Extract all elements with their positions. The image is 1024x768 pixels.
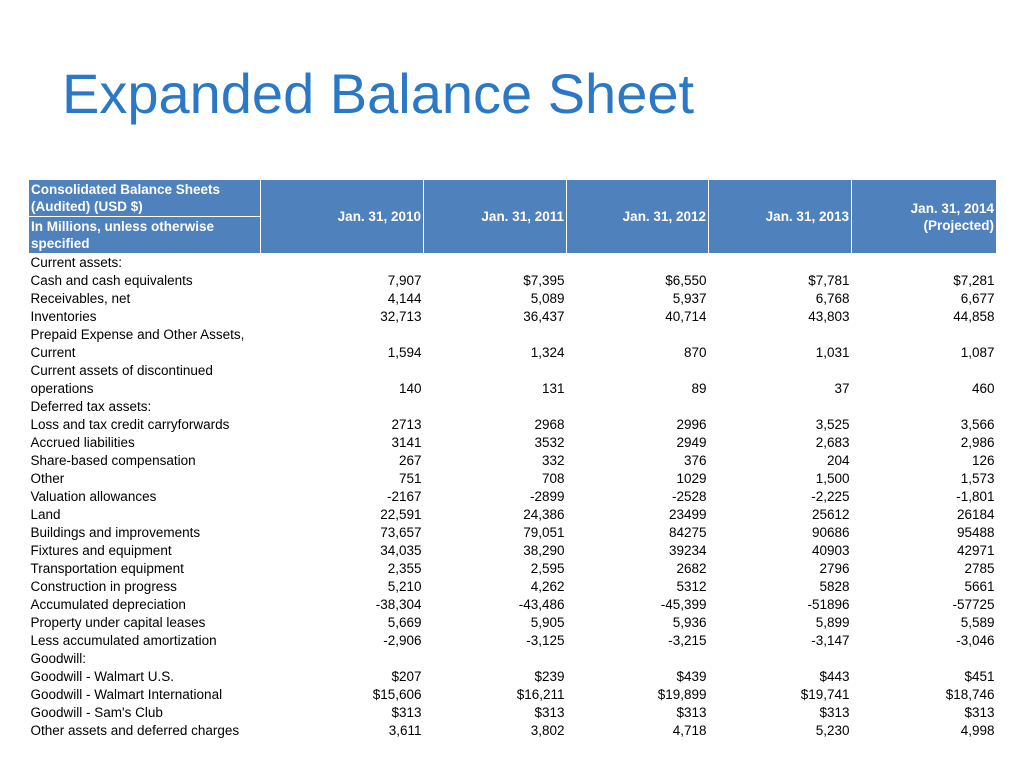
table-row [29,254,997,273]
row-value: 7,907 [387,273,422,288]
row-value: 43,803 [808,309,850,324]
row-label: Current assets of discontinued operations [30,363,213,396]
row-value: 26184 [956,507,995,522]
row-label: Buildings and improvements [30,525,201,540]
row-value: $7,281 [953,273,995,288]
row-value: -3,215 [668,633,707,648]
row-label: Share-based compensation [30,453,196,468]
row-value: 5,669 [387,615,422,630]
row-label: Less accumulated amortization [30,633,217,648]
row-value: 5,937 [672,291,707,306]
row-label: Goodwill - Walmart U.S. [30,669,175,684]
table-row [29,272,997,290]
row-value: 2785 [964,561,995,576]
table-row [29,362,997,398]
row-value [852,254,997,273]
row-value: 376 [683,453,707,468]
table-row [29,290,997,308]
row-value: 5828 [819,579,850,594]
row-value [567,650,709,668]
slide-title: Expanded Balance Sheet [62,62,695,125]
row-value: -43,486 [518,597,565,612]
row-value: $313 [534,705,565,720]
row-value: -3,125 [526,633,565,648]
row-value: $443 [819,669,850,684]
row-value: $313 [819,705,850,720]
table-row [29,416,997,434]
header-col-2014: Jan. 31, 2014 (Projected) [852,180,997,254]
row-label: Deferred tax assets: [30,399,152,414]
table-row [29,326,997,362]
row-label: Goodwill - Walmart International [30,687,223,702]
row-value: 4,262 [530,579,565,594]
row-value [261,254,424,273]
row-value: 870 [683,345,707,360]
row-value [567,398,709,416]
row-value: 5312 [676,579,707,594]
row-value: 2682 [676,561,707,576]
row-value: 2796 [819,561,850,576]
row-value: -2,225 [811,489,850,504]
header-col-2012: Jan. 31, 2012 [567,180,709,254]
row-value: 44,858 [953,309,995,324]
table-row [29,632,997,650]
header-col-2010: Jan. 31, 2010 [261,180,424,254]
row-value: 1029 [676,471,707,486]
row-value: $19,741 [800,687,850,702]
table-row [29,560,997,578]
row-label: Loss and tax credit carryforwards [30,417,230,432]
row-value: 42971 [956,543,995,558]
row-value [709,398,852,416]
row-value: -2167 [386,489,422,504]
row-value: $313 [964,705,995,720]
row-value: 84275 [668,525,707,540]
table-row [29,704,997,722]
row-value: 73,657 [380,525,422,540]
row-value: 36,437 [523,309,565,324]
row-value: 89 [691,381,707,396]
row-value: 2949 [676,435,707,450]
row-value: 6,768 [815,291,850,306]
row-value: 5,230 [815,723,850,738]
row-value: $19,899 [657,687,707,702]
row-value: $6,550 [665,273,707,288]
row-value: 79,051 [523,525,565,540]
table-row [29,542,997,560]
row-value: 22,591 [380,507,422,522]
row-label: Cash and cash equivalents [30,273,193,288]
table-row [29,524,997,542]
row-value: 1,087 [960,345,995,360]
table-row [29,488,997,506]
row-value: 1,031 [815,345,850,360]
row-value: 1,594 [387,345,422,360]
row-value: 1,324 [530,345,565,360]
table-body [29,254,997,741]
row-value: -38,304 [375,597,422,612]
row-label: Current assets: [30,255,123,270]
row-value: 3,802 [530,723,565,738]
row-label: Receivables, net [30,291,131,306]
row-value: 126 [971,453,995,468]
row-value [852,650,997,668]
row-value: 3,611 [388,723,422,738]
row-value: 2,683 [815,435,850,450]
row-value: 751 [398,471,422,486]
row-value: 140 [398,381,422,396]
row-value [852,398,997,416]
row-label: Other assets and deferred charges [30,723,240,738]
header-label-units: In Millions, unless otherwise specified [29,217,261,254]
row-value [261,650,424,668]
table-row [29,578,997,596]
row-value: 40903 [811,543,850,558]
table-row [29,614,997,632]
table-row [29,506,997,524]
row-value: 4,718 [672,723,707,738]
row-value: 2,595 [530,561,565,576]
row-value: 38,290 [523,543,565,558]
row-value: -3,147 [811,633,850,648]
table-row [29,308,997,326]
row-value: 332 [541,453,565,468]
row-value [261,398,424,416]
row-label: Transportation equipment [30,561,184,576]
row-label: Property under capital leases [30,615,206,630]
balance-sheet-table [28,179,997,740]
row-value: 3532 [534,435,565,450]
row-value: $15,606 [372,687,422,702]
row-value: -45,399 [660,597,707,612]
row-label: Other [30,471,65,486]
table-row [29,668,997,686]
row-value: 1,573 [960,471,995,486]
row-value: 40,714 [665,309,707,324]
table-row [29,398,997,416]
row-value: -2,906 [383,633,422,648]
table-row [29,650,997,668]
row-value: 131 [541,381,565,396]
table-row [29,596,997,614]
row-value: 34,035 [380,543,422,558]
row-value: 2,986 [960,435,995,450]
row-value: 3141 [391,435,422,450]
row-value: 3,566 [960,417,995,432]
row-value: $207 [391,669,422,684]
header-col-2013: Jan. 31, 2013 [709,180,852,254]
row-value: 6,677 [960,291,995,306]
header-label-statement: Consolidated Balance Sheets (Audited) (USD $) [29,180,261,217]
row-value: 4,998 [960,723,995,738]
row-value: 24,386 [523,507,565,522]
row-value: 5,899 [815,615,850,630]
row-value: 4,144 [387,291,422,306]
row-value: -3,046 [956,633,995,648]
row-value: 204 [826,453,850,468]
row-value: 2968 [534,417,565,432]
row-value: $313 [391,705,422,720]
row-value: 95488 [956,525,995,540]
row-value: 32,713 [380,309,422,324]
row-value: $16,211 [516,687,565,702]
row-value [709,254,852,273]
table-header [29,180,997,254]
row-label: Construction in progress [30,579,177,594]
row-value [709,650,852,668]
row-value: 460 [971,381,995,396]
row-value: 708 [541,471,565,486]
row-value: 37 [834,381,850,396]
row-value: 2,355 [387,561,422,576]
row-label: Accrued liabilities [30,435,135,450]
row-value: 5,905 [530,615,565,630]
row-value: $239 [534,669,565,684]
row-value: 2713 [391,417,422,432]
row-value: -1,801 [956,489,995,504]
row-value: 5,210 [387,579,422,594]
row-value: $7,781 [808,273,850,288]
row-value: 3,525 [815,417,850,432]
row-value [424,254,567,273]
row-value: $18,746 [945,687,995,702]
row-label: Goodwill: [30,651,87,666]
row-label: Fixtures and equipment [30,543,172,558]
row-value: -2899 [529,489,565,504]
row-value: 5,589 [960,615,995,630]
row-value: 90686 [811,525,850,540]
row-value: -57725 [952,597,995,612]
row-label: Land [30,507,61,522]
row-value: 5,936 [672,615,707,630]
row-value: $7,395 [523,273,565,288]
row-value [424,398,567,416]
row-label: Inventories [30,309,97,324]
row-value: $451 [964,669,995,684]
row-label: Goodwill - Sam's Club [30,705,163,720]
table-row [29,686,997,704]
header-col-2011: Jan. 31, 2011 [424,180,567,254]
row-value: $313 [676,705,707,720]
row-value: 23499 [668,507,707,522]
table-row [29,452,997,470]
row-value: -51896 [807,597,850,612]
row-value: 267 [398,453,422,468]
row-value: 5,089 [530,291,565,306]
row-label: Prepaid Expense and Other Assets, Current [30,327,245,360]
row-value [567,254,709,273]
row-label: Valuation allowances [30,489,157,504]
row-value: 2996 [676,417,707,432]
row-value [424,650,567,668]
row-value: 25612 [811,507,850,522]
table-row [29,434,997,452]
row-value: -2528 [671,489,707,504]
row-value: 5661 [964,579,995,594]
table-row [29,722,997,740]
row-value: 39234 [668,543,707,558]
row-value: 1,500 [815,471,850,486]
row-value: $439 [676,669,707,684]
row-label: Accumulated depreciation [30,597,186,612]
table-row [29,470,997,488]
